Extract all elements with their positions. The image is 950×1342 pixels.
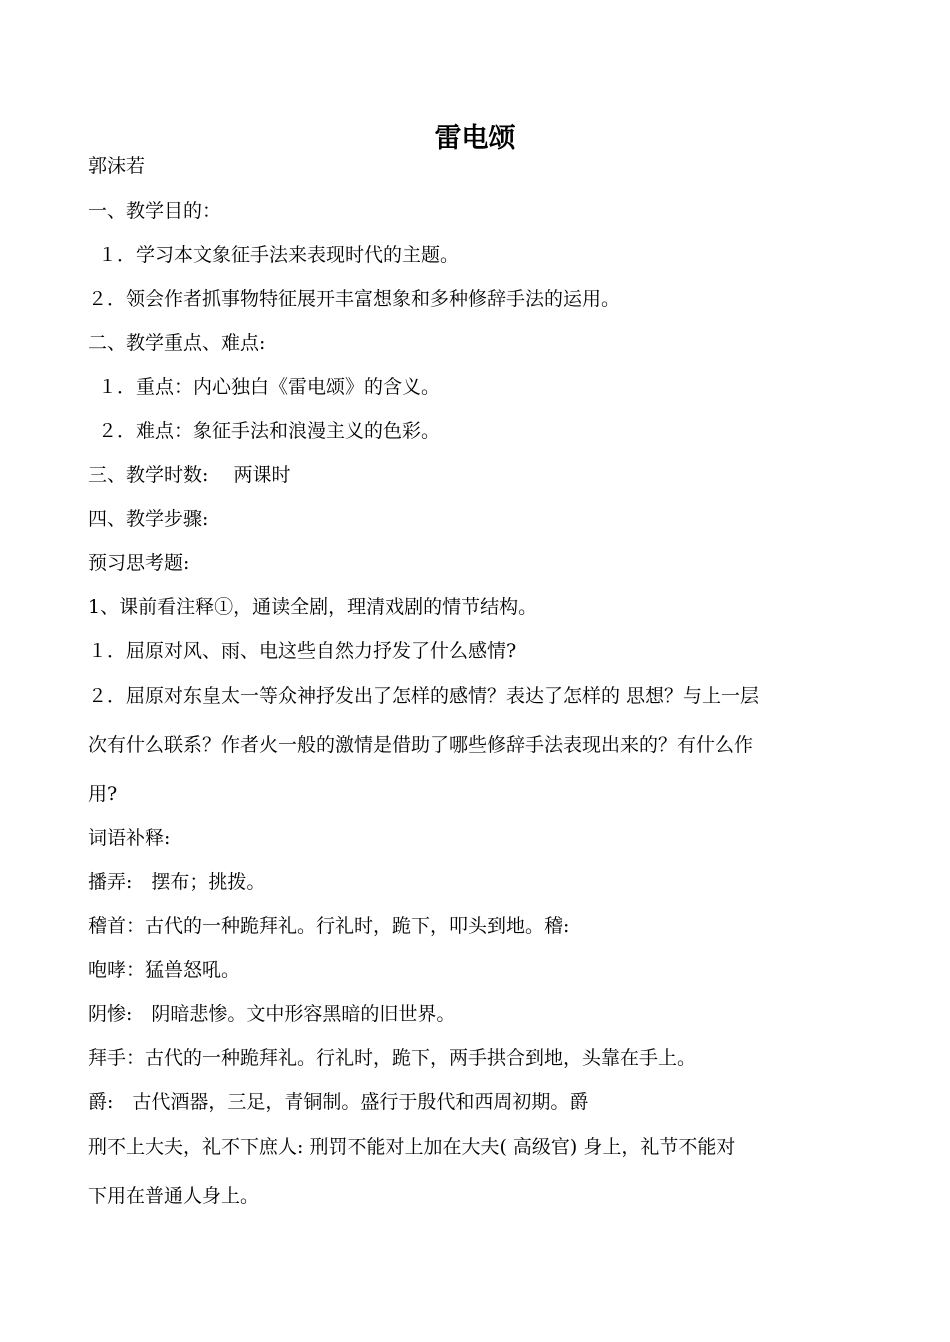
- preview-questions-heading: 预习思考题:: [88, 552, 190, 574]
- section-heading-keypoints: 二、教学重点、难点:: [88, 332, 266, 354]
- objective-item-2: ２．领会作者抓事物特征展开丰富想象和多种修辞手法的运用。: [88, 288, 621, 310]
- section-heading-hours: 三、教学时数: 两课时: [88, 464, 291, 486]
- question-item-2-line-3: 用?: [88, 783, 118, 805]
- keypoint-item-2: ２．难点：象征手法和浪漫主义的色彩。: [98, 420, 441, 442]
- vocab-item-paoxiao: 咆哮：猛兽怒吼。: [88, 959, 241, 981]
- keypoint-item-1: １．重点：内心独白《雷电颂》的含义。: [98, 376, 441, 398]
- question-item-2-line-2: 次有什么联系？作者火一般的激情是借助了哪些修辞手法表现出来的？有什么作: [88, 734, 754, 756]
- document-title: 雷电颂: [434, 123, 516, 154]
- preview-question-line: 1、课前看注释①，通读全剧，理清戏剧的情节结构。: [88, 596, 538, 618]
- section-heading-objectives: 一、教学目的：: [88, 200, 222, 222]
- author-line: 郭沫若: [88, 155, 146, 177]
- vocab-item-yincan: 阴惨: 阴暗悲惨。文中形容黑暗的旧世界。: [88, 1003, 456, 1025]
- vocab-item-jue: 爵: 古代酒器，三足，青铜制。盛行于殷代和西周初期。爵: [88, 1091, 589, 1113]
- vocab-item-bonong: 播弄: 摆布；挑拨。: [88, 871, 266, 893]
- question-item-1: １．屈原对风、雨、电这些自然力抒发了什么感情?: [88, 640, 517, 662]
- section-heading-steps: 四、教学步骤:: [88, 508, 209, 530]
- question-item-2-line-1: ２．屈原对东皇太一等众神抒发出了怎样的感情？表达了怎样的 思想？与上一层: [88, 685, 760, 707]
- vocab-item-baishou: 拜手：古代的一种跪拜礼。行礼时，跪下，两手拱合到地，头靠在手上。: [88, 1047, 697, 1069]
- vocab-item-xing-line-2: 下用在普通人身上。: [88, 1185, 260, 1207]
- vocabulary-heading: 词语补释:: [88, 827, 171, 849]
- objective-item-1: １．学习本文象征手法来表现时代的主题。: [98, 244, 460, 266]
- vocab-item-qishou: 稽首：古代的一种跪拜礼。行礼时，跪下，叩头到地。稽:: [88, 915, 570, 937]
- vocab-item-xing-line-1: 刑不上大夫，礼不下庶人: 刑罚不能对上加在大夫( 高级官) 身上，礼节不能对: [88, 1136, 736, 1158]
